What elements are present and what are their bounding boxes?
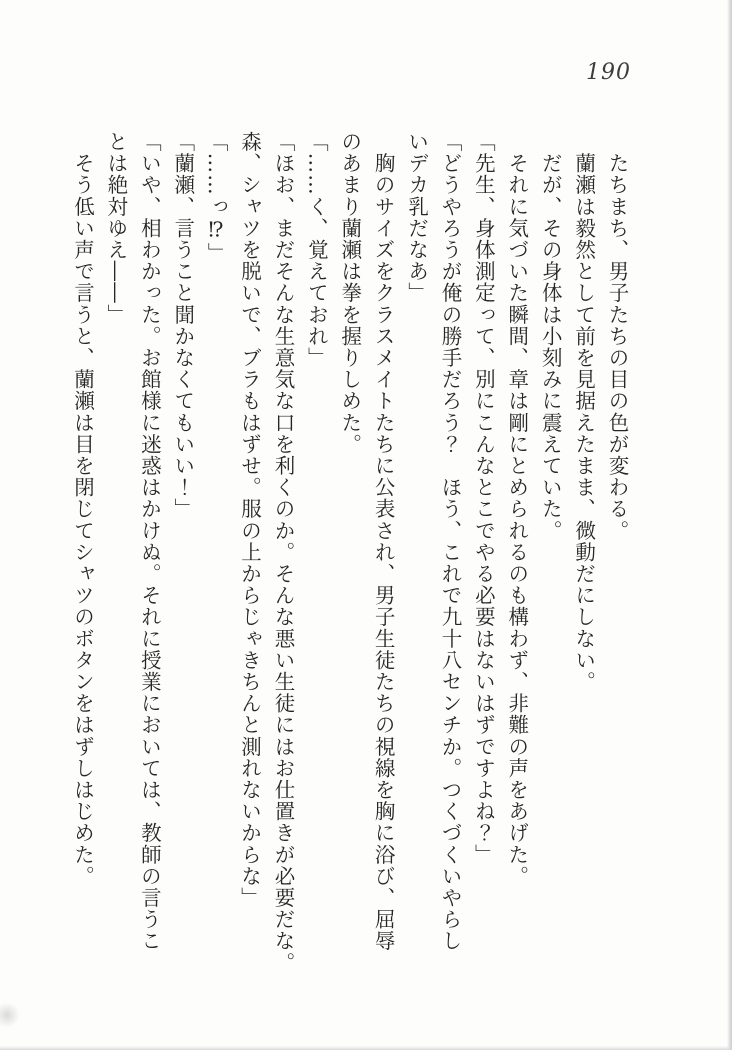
text-line: のあまり蘭瀬は拳を握りしめた。	[337, 131, 362, 455]
text-line: だが、その身体は小刻みに震えていた。	[538, 131, 563, 542]
scan-smudge	[0, 1002, 20, 1028]
text-line: それに気づいた瞬間、章は剛にとめられるのも構わず、非難の声をあげた。	[504, 131, 529, 887]
text-line: 胸のサイズをクラスメイトたちに公表され、男子生徒たちの視線を胸に浴び、屈辱	[371, 131, 396, 952]
text-block	[65, 131, 633, 974]
text-line: たちまち、男子たちの目の色が変わる。	[605, 131, 629, 542]
page-edge-shadow-bottom	[0, 1046, 732, 1050]
text-line: 「蘭瀬、言うこと聞かなくてもいい！」	[170, 131, 195, 520]
page-edge-shadow-right	[727, 0, 732, 1050]
text-line: そう低い声で言うと、蘭瀬は目を閉じてシャツのボタンをはずしはじめた。	[70, 131, 95, 887]
page-number: 190	[586, 60, 631, 85]
text-line: 「ほお、まだそんな生意気な口を利くのか。そんな悪い生徒にはお仕置きが必要だな。	[270, 131, 295, 974]
text-line: とは絶対ゆえ――」	[103, 131, 128, 326]
text-line: 「……く、覚えておれ」	[304, 131, 329, 369]
text-line: 「先生、身体測定って、別にこんなとこでやる必要はないはずですよね？」	[471, 131, 496, 866]
text-line: 「どうやろうが俺の勝手だろう？ ほう、これで九十八センチか。つくづくいやらし	[437, 131, 462, 952]
text-line: 蘭瀬は毅然として前を見据えたまま、微動だにしない。	[571, 131, 596, 693]
text-line: 「いや、相わかった。お館様に迷惑はかけぬ。それに授業においては、教師の言うこ	[137, 131, 162, 952]
text-line: 森、シャツを脱いで、ブラもはずせ。服の上からじゃきちんと測れないからな」	[237, 131, 262, 909]
text-line: いデカ乳だなあ」	[404, 131, 429, 304]
text-line: 「……っ⁉」	[204, 131, 229, 265]
